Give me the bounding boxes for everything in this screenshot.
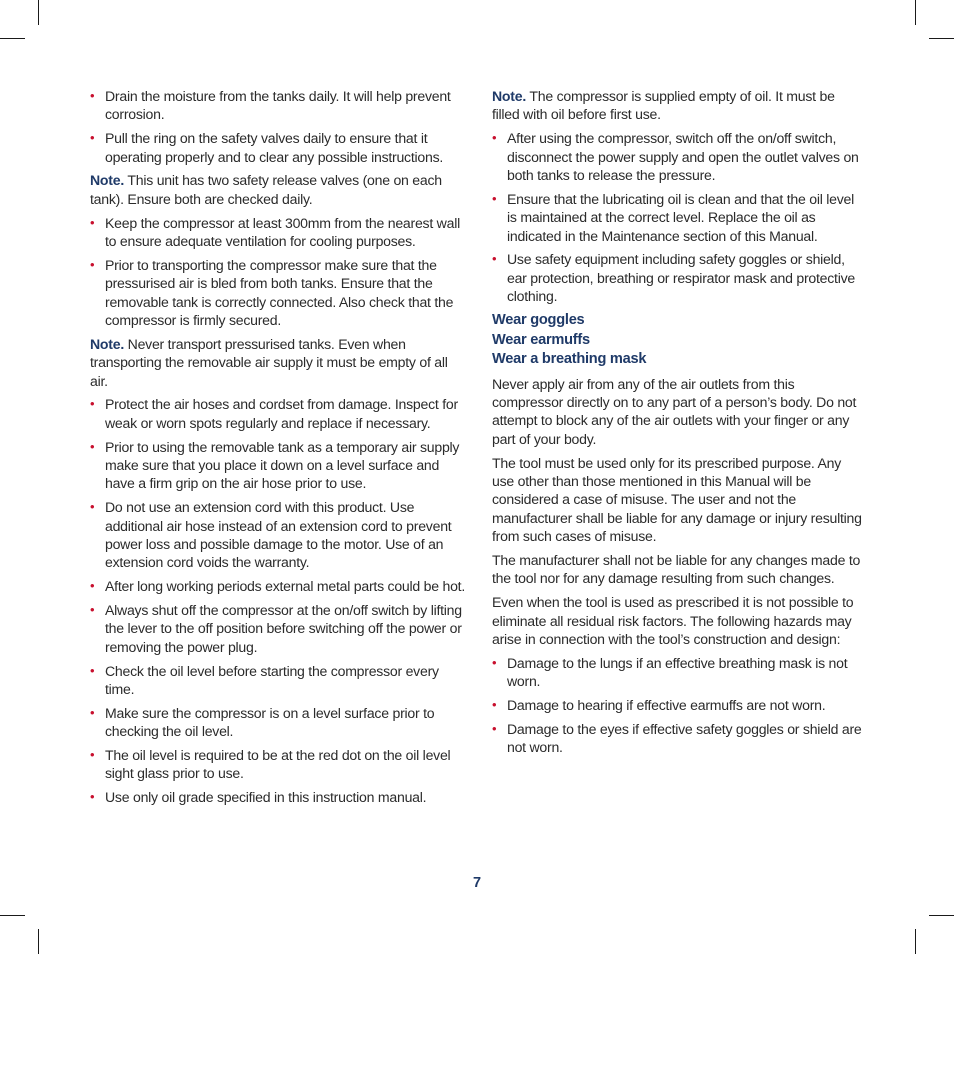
note-label: Note.	[492, 88, 526, 104]
crop-mark	[915, 929, 916, 954]
list-item	[90, 704, 465, 741]
bullet-icon: •	[90, 396, 95, 412]
list-item-text: Prior to transporting the compressor make sure that the pressurised air is bled from both tanks. Ensure that the removable tank is correctly connected. Also check that the compressor is firmly secured.	[105, 256, 454, 329]
bullet-icon: •	[90, 499, 95, 515]
list-item	[492, 250, 864, 305]
note-paragraph	[90, 335, 465, 390]
list-item-text: Use safety equipment including safety goggles or shield, ear protection, breathing or respirator mask and protective clothing.	[507, 251, 855, 305]
bullet-icon: •	[492, 130, 497, 146]
bullet-icon: •	[90, 438, 95, 454]
list-item	[90, 662, 465, 699]
bullet-list	[90, 214, 465, 330]
bullet-icon: •	[492, 251, 497, 267]
bullet-list	[90, 395, 465, 806]
list-item-text: Keep the compressor at least 300mm from the nearest wall to ensure adequate ventilation for cooling purposes.	[105, 214, 460, 250]
list-item-text: After using the compressor, switch off the on/off switch, disconnect the power supply and open the outlet valves on both tanks to release the pressure.	[507, 130, 859, 184]
list-item	[90, 788, 465, 806]
list-item	[90, 256, 465, 330]
note-text: This unit has two safety release valves (one on each tank). Ensure both are checked daily.	[90, 172, 442, 207]
crop-mark	[0, 915, 25, 916]
bullet-icon: •	[90, 214, 95, 230]
body-paragraph: The manufacturer shall not be liable for any changes made to the tool nor for any damage resulting from such changes.	[492, 551, 861, 587]
crop-mark	[915, 0, 916, 25]
list-item	[90, 395, 465, 432]
list-item	[90, 214, 465, 251]
bullet-icon: •	[90, 662, 95, 678]
list-item-text: Ensure that the lubricating oil is clean and that the oil level is maintained at the correct level. Replace the oil as indicated in the Maintenance section of this Manual.	[507, 190, 854, 244]
note-paragraph	[492, 87, 864, 124]
list-item	[492, 696, 864, 714]
list-item	[90, 601, 465, 656]
list-item	[90, 577, 465, 595]
list-item	[492, 654, 864, 691]
list-item-text: Use only oil grade specified in this instruction manual.	[105, 789, 427, 806]
bullet-icon: •	[90, 789, 95, 805]
bullet-icon: •	[90, 256, 95, 272]
body-paragraph: Never apply air from any of the air outlets from this compressor directly on to any part of a person’s body. Do not attempt to block any of the air outlets with your finger or any part of your body.	[492, 375, 857, 447]
note-label: Note.	[90, 335, 124, 352]
bullet-icon: •	[90, 602, 95, 618]
list-item-text: Prior to using the removable tank as a temporary air supply make sure that you place it down on a level surface and have a firm grip on the air hose prior to use.	[105, 438, 460, 492]
list-item-text: Always shut off the compressor at the on/off switch by lifting the lever to the off position before switching off the power or removing the power plug.	[105, 602, 462, 655]
note-label: Note.	[90, 172, 124, 189]
list-item	[492, 720, 864, 757]
bullet-list	[492, 129, 864, 305]
note-text: The compressor is supplied empty of oil. It must be filled with oil before first use.	[492, 88, 835, 123]
list-item	[492, 190, 864, 245]
bullet-icon: •	[90, 130, 95, 146]
list-item-text: After long working periods external metal parts could be hot.	[105, 578, 466, 595]
heading-earmuffs: Wear earmuffs	[492, 331, 590, 348]
note-text: Never transport pressurised tanks. Even when transporting the removable air supply it must be empty of all air.	[90, 335, 448, 389]
list-item	[492, 129, 864, 184]
list-item-text: Check the oil level before starting the compressor every time.	[105, 662, 439, 698]
list-item-text: Damage to the lungs if an effective breathing mask is not worn.	[507, 654, 848, 690]
crop-mark	[38, 929, 39, 954]
crop-mark	[929, 38, 954, 39]
list-item	[90, 746, 465, 783]
list-item	[90, 129, 465, 166]
list-item-text: The oil level is required to be at the red dot on the oil level sight glass prior to use.	[105, 747, 451, 782]
heading-goggles: Wear goggles	[492, 312, 585, 329]
bullet-icon: •	[492, 696, 497, 712]
body-paragraph: Even when the tool is used as prescribed it is not possible to eliminate all residual risk factors. The following hazards may arise in connection with the tool’s construction and design:	[492, 594, 854, 647]
bullet-icon: •	[492, 190, 497, 206]
crop-mark	[38, 0, 39, 25]
bullet-icon: •	[492, 720, 497, 736]
list-item-text: Make sure the compressor is on a level surface prior to checking the oil level.	[105, 704, 435, 740]
list-item	[90, 438, 465, 493]
bullet-list	[492, 654, 864, 757]
list-item-text: Damage to hearing if effective earmuffs are not worn.	[507, 696, 826, 713]
bullet-icon: •	[90, 747, 95, 763]
crop-mark	[929, 915, 954, 916]
list-item-text: Pull the ring on the safety valves daily to ensure that it operating properly and to clear any possible instructions.	[105, 130, 444, 165]
crop-mark	[0, 38, 25, 39]
body-paragraph: The tool must be used only for its prescribed purpose. Any use other than those mentioned in this Manual will be considered a case of misuse. The user and not the manufacturer shall be liable for any damage or injury resulting from such cases of misuse.	[492, 454, 862, 545]
bullet-icon: •	[90, 88, 95, 103]
bullet-icon: •	[492, 654, 497, 670]
right-column	[492, 87, 864, 762]
left-column	[90, 87, 465, 812]
page-number: 7	[472, 875, 482, 891]
list-item-text: Protect the air hoses and cordset from damage. Inspect for weak or worn spots regularly and replace if necessary.	[105, 396, 458, 431]
safety-headings	[492, 311, 864, 370]
list-item	[90, 87, 465, 124]
bullet-icon: •	[90, 578, 95, 594]
list-item	[90, 498, 465, 572]
bullet-list	[90, 87, 465, 166]
heading-breathing-mask: Wear a breathing mask	[492, 351, 647, 368]
list-item-text: Do not use an extension cord with this product. Use additional air hose instead of an extension cord to prevent power loss and possible damage to the motor. Use of an extension cord voids the warranty.	[105, 499, 452, 571]
list-item-text: Damage to the eyes if effective safety goggles or shield are not worn.	[507, 720, 862, 756]
bullet-icon: •	[90, 704, 95, 720]
note-paragraph	[90, 171, 465, 208]
list-item-text: Drain the moisture from the tanks daily. It will help prevent corrosion.	[105, 88, 451, 123]
